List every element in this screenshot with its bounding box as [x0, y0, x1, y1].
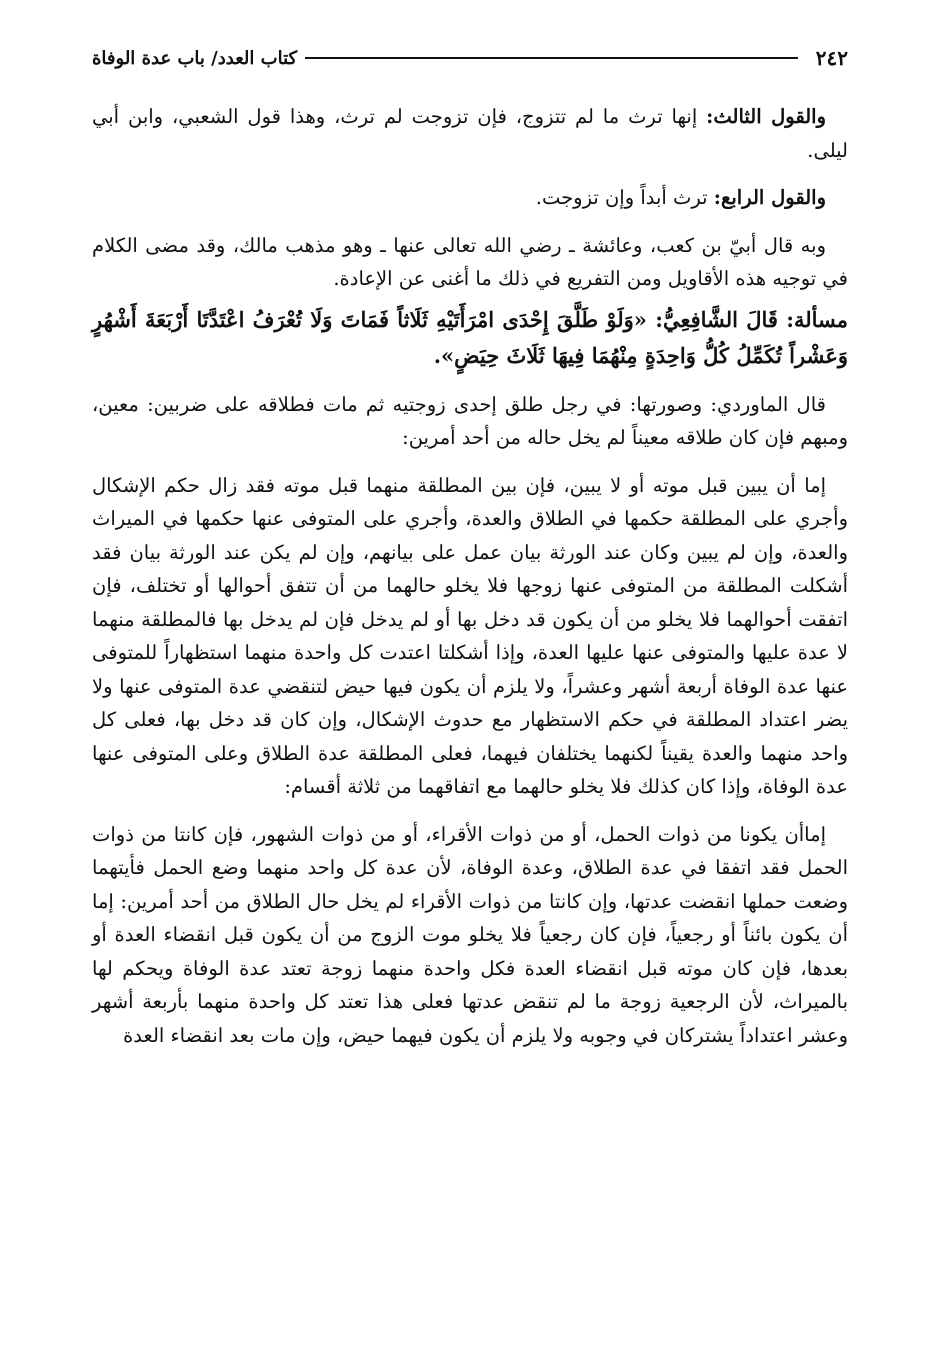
paragraph-text: ترث أبداً وإن تزوجت.: [535, 186, 714, 209]
book-page: [92, 40, 848, 1066]
paragraph-lead: والقول الرابع:: [713, 186, 826, 209]
header-rule: [305, 57, 798, 59]
paragraph-third-opinion: [92, 100, 848, 167]
shafii-quote: «وَلَوْ طَلَّقَ إِحْدَى امْرَأَتَيْهِ ثَلَاثاً فَمَاتَ وَلَا تُعْرَفُ اعْتَدَّتَا أَرْبَعَةَ أَشْهُرٍ وَعَشْراً تُكَمِّلُ كُلُّ وَاحِدَةٍ مِنْهُمَا فِيهَا ثَلَاثَ حِيَضٍ».: [92, 306, 848, 368]
paragraph-text: وبه قال أبيّ بن كعب، وعائشة ـ رضي الله تعالى عنها ـ وهو مذهب مالك، وقد مضى الكلام في توجيه هذه الأقاويل ومن التفريع في ذلك ما أغنى عن الإعادة.: [92, 233, 848, 290]
paragraph-fourth-opinion: [92, 181, 848, 215]
masala-heading: مسألة: قَالَ الشَّافِعِيُّ:: [655, 306, 849, 332]
paragraph-categories: [92, 818, 848, 1053]
paragraph-supporters: [92, 229, 848, 296]
paragraph-masala: [92, 302, 848, 374]
paragraph-text: إما أن يبين قبل موته أو لا يبين، فإن بين المطلقة منهما قبل موته فقد زال حكم الإشكال وأجري على المطلقة حكمها في الطلاق والعدة، وأجري على المتوفى عنها حكمها في الميراث والعدة، وإن لم يبين وكان عند الورثة بيان عمل على بيانهم، وإن لم يكن عند الورثة بيان فقد أشكلت المطلقة من المتوفى عنها زوجها فلا يخلو حالهما من أن تتفق أحوالها أو تختلف، فإن اتفقت أحوالهما فلا يخلو من أن يكون قد دخل بها أو لم يدخل فإن لم يدخل بها فالمطلقة منهما لا عدة عليها والمتوفى عنها عليها العدة، وإذا أشكلتا اعتدت كل واحدة منهما استظهاراً للمتوفى عنها عدة الوفاة أربعة أشهر وعشراً، ولا يلزم أن يكون فيها حيض لتنقضي عدة المتوفى عنها ولا يضر اعتداد المطلقة في حكم الاستظهار مع حدوث الإشكال، وإن كان قد دخل بها، فعلى كل واحد منهما والعدة يقيناً لكنهما يختلفان فيهما، فعلى المطلقة عدة الطلاق وعلى المتوفى عنها عدة الوفاة، وإذا كان كذلك فلا يخلو حالهما مع اتفاقهما من ثلاثة أقسام:: [92, 473, 848, 798]
page-header: [92, 40, 848, 76]
paragraph-clarification: [92, 469, 848, 804]
page-content: [92, 100, 848, 1052]
paragraph-text: إنها ترث ما لم تتزوج، فإن تزوجت لم ترث، وهذا قول الشعبي، وابن أبي ليلى.: [92, 105, 848, 162]
paragraph-mawardi: [92, 388, 848, 455]
paragraph-text: قال الماوردي: وصورتها: في رجل طلق إحدى زوجتيه ثم مات فطلاقه على ضربين: معين، ومبهم فإن كان طلاقه معيناً لم يخل حاله من أحد أمرين:: [92, 392, 848, 449]
paragraph-lead: والقول الثالث:: [706, 105, 826, 128]
page-number: ٢٤٢: [815, 46, 848, 70]
paragraph-text: إماأن يكونا من ذوات الحمل، أو من ذوات الأقراء، أو من ذوات الشهور، فإن كانتا من ذوات الحمل فقد اتفقا في عدة الطلاق، وعدة الوفاة، لأن عدة كل واحد منهما وضع الحمل فأيتهما وضعت حملها انقضت عدتها، وإن كانتا من ذوات الأقراء لم يخل حال الطلاق من أحد أمرين: إما أن يكون بائناً أو رجعياً، فإن كان رجعياً فلا يخلو موت الزوج من أن يكون قبل انقضاء العدة أو بعدها، فإن كان موته قبل انقضاء العدة فكل واحدة منهما زوجة تعتد عدة الوفاة ويحكم لها بالميراث، لأن الرجعية زوجة ما لم تنقض عدتها فعلى هذا تعتد كل واحدة منهما بأربعة أشهر وعشر اعتداداً يشتركان في وجوبه ولا يلزم أن يكون فيهما حيض، وإن مات بعد انقضاء العدة: [92, 822, 848, 1047]
running-title: كتاب العدد/ باب عدة الوفاة: [92, 47, 298, 69]
